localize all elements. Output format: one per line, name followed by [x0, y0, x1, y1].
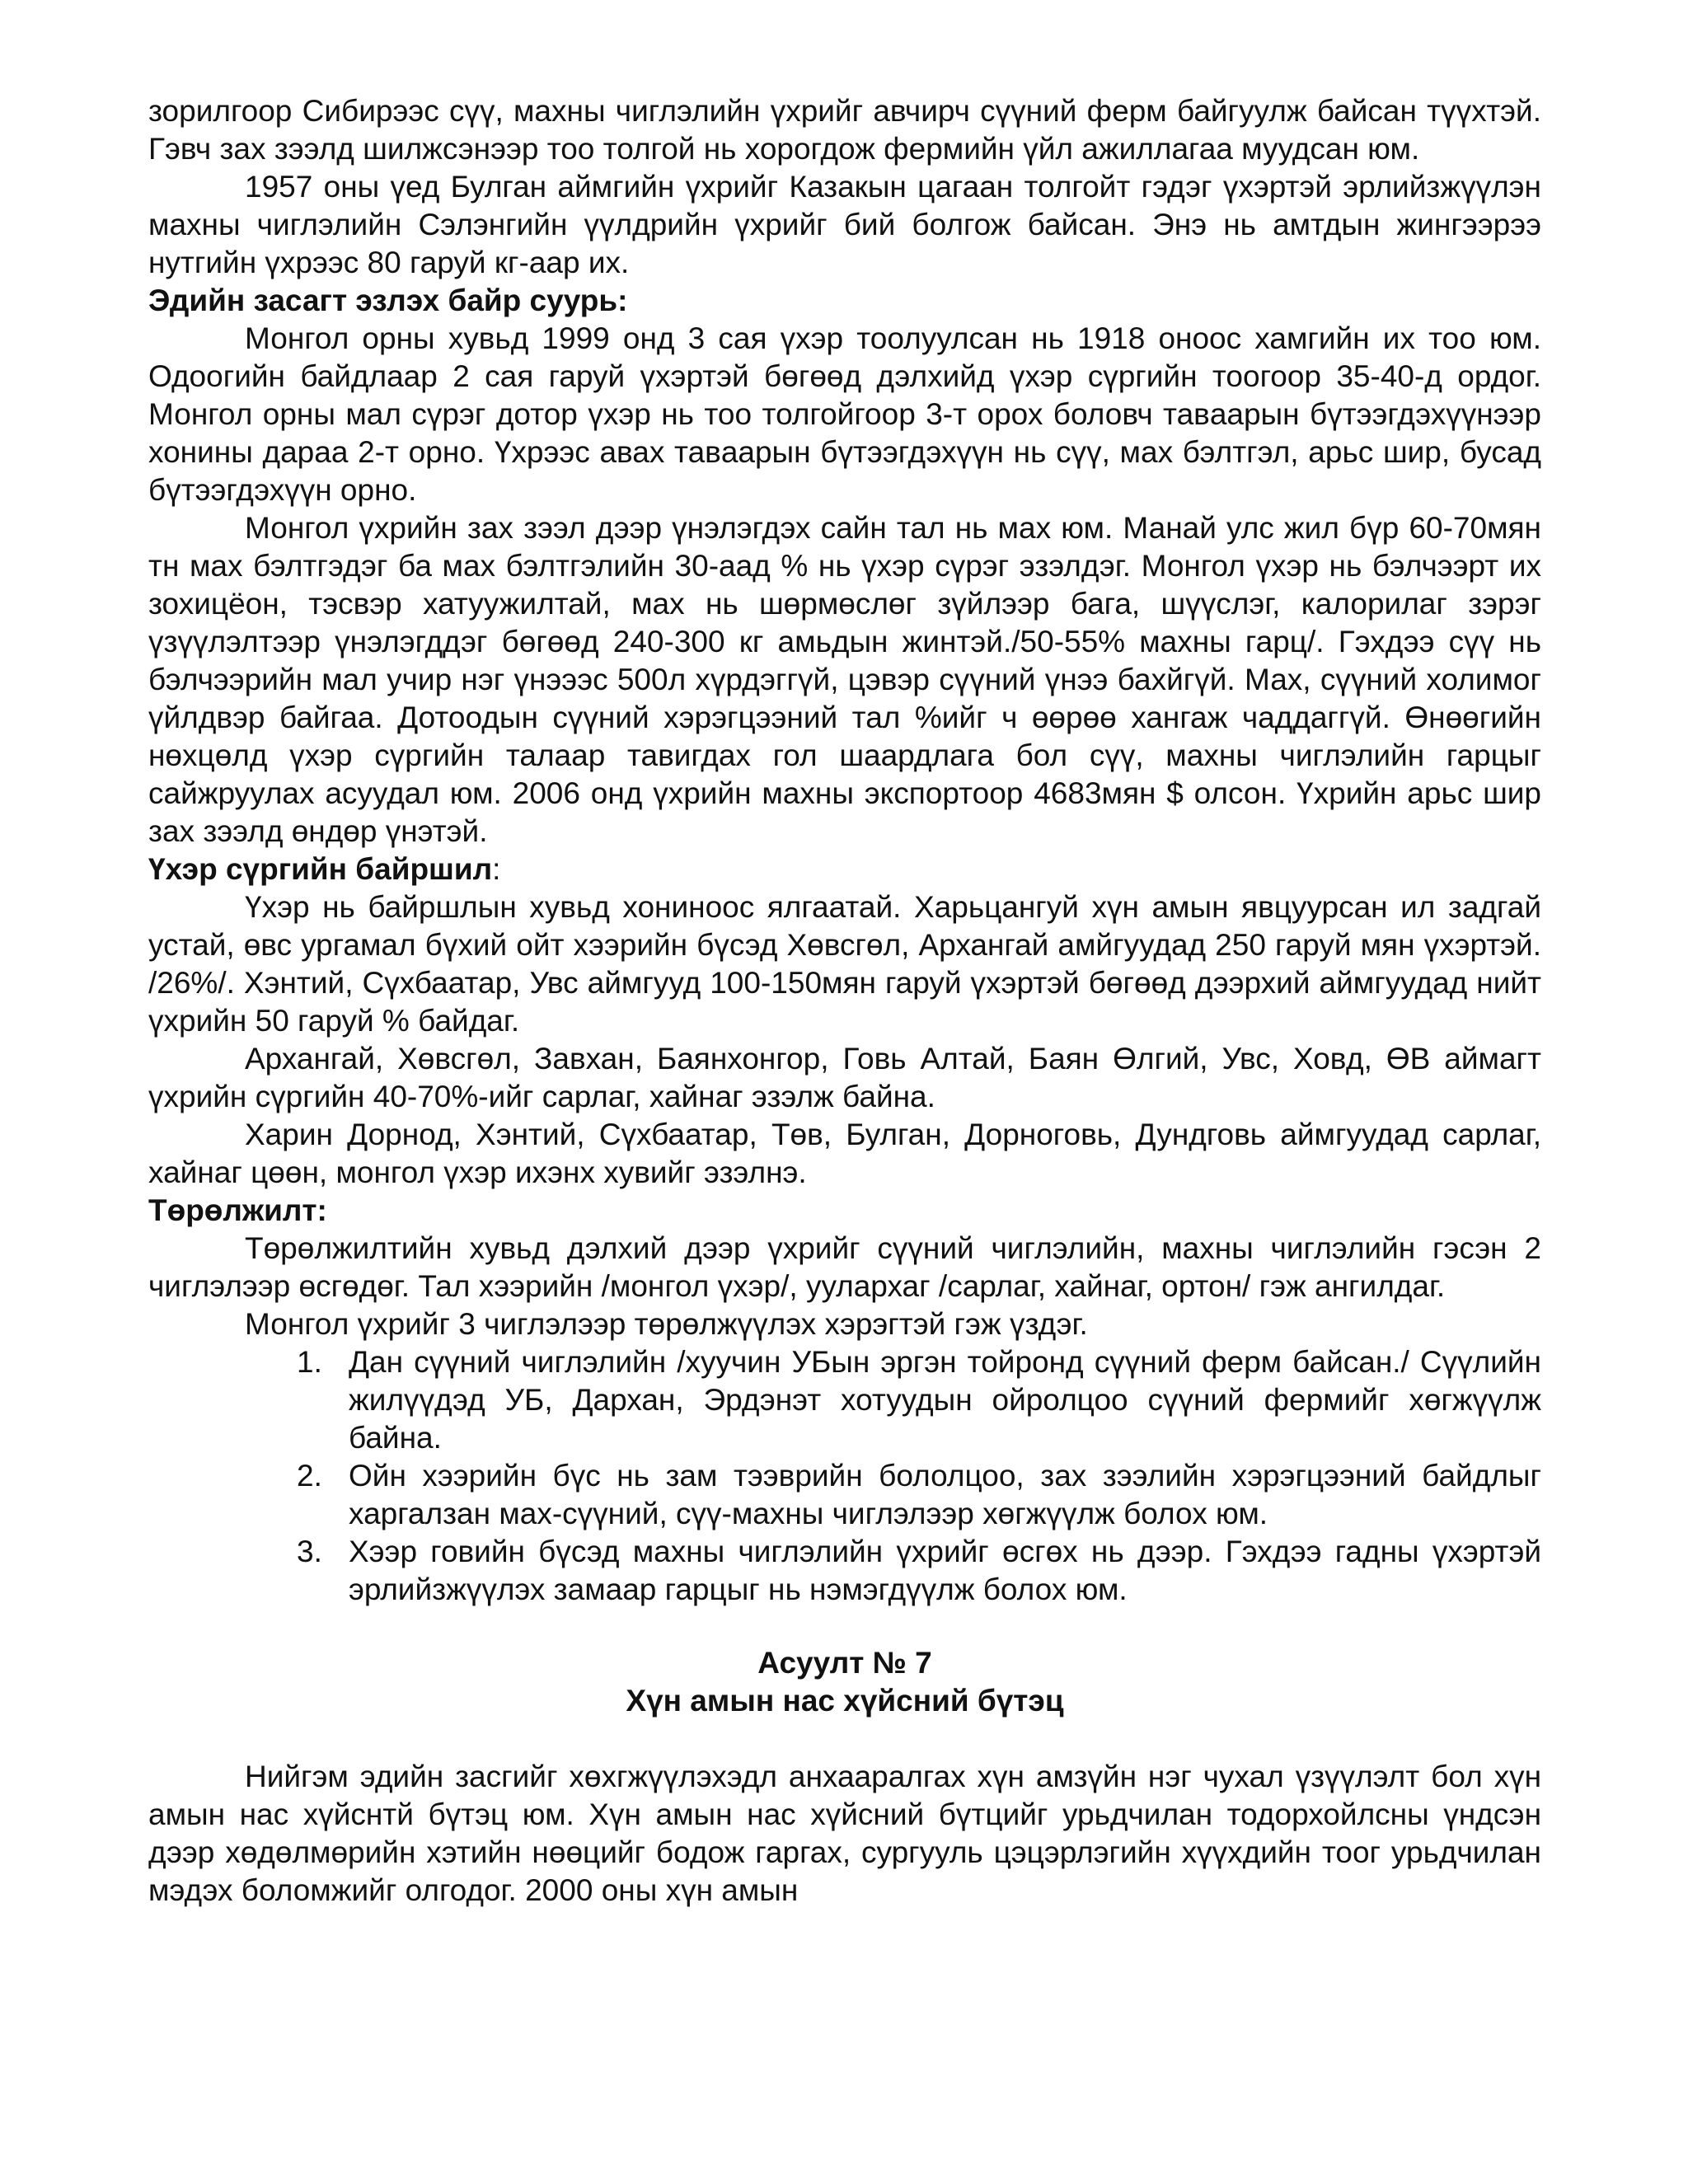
spacer [148, 1609, 1541, 1644]
list-item [148, 1533, 1541, 1609]
paragraph-sibir-farm: зорилгоор Сибирээс сүү, махны чиглэлийн үхрийг авчирч сүүний ферм байгуулж байсан түүхтэй. Гэвч зах зээлд шилжсэнээр тоо толгой нь хорогдож фермийн үйл ажиллагаа муудсан юм. [148, 94, 1541, 166]
heading-location-colon: : [492, 852, 501, 886]
list-item-number: 2. [297, 1459, 322, 1493]
heading-breeds: Төрөлжилт: [148, 1193, 327, 1227]
question-number-title: Асуулт № 7 [757, 1646, 932, 1680]
heading-location-text: Үхэр сүргийн байршил [148, 852, 493, 886]
list-item-number: 1. [297, 1345, 322, 1379]
heading-economy: Эдийн засагт эзлэх байр суурь: [148, 284, 628, 317]
list-item-text: Дан сүүний чиглэлийн /хуучин УБын эргэн тойронд сүүний ферм байсан./ Сүүлийн жилүүдэд УБ, Дархан, Эрдэнэт хотуудын ойролцоо сүүний фермийг хөгжүүлж байна. [349, 1345, 1541, 1455]
paragraph-bulgan-1957: 1957 оны үед Булган аймгийн үхрийг Казакын цагаан толгойт гэдэг үхэртэй эрлийзжүүлэн махны чиглэлийн Сэлэнгийн үүлдрийн үхрийг бий болгож байсан. Энэ нь амтдын жингээрээ нутгийн үхрээс 80 гаруй кг-аар их. [148, 170, 1541, 279]
paragraph-economy-count: Монгол орны хувьд 1999 онд 3 сая үхэр тоолуулсан нь 1918 оноос хамгийн их тоо юм. Одоогийн байдлаар 2 сая гаруй үхэртэй бөгөөд дэлхийд үхэр сүргийн тоогоор 35-40-д ордог. Монгол орны мал сүрэг дотор үхэр нь тоо толгойгоор 3-т орох боловч тавaарын бүтээгдэхүүнээр хонины дараа 2-т орно. Үхрээс авах тавaарын бүтээгдэхүүн нь сүү, мах бэлтгэл, арьс шир, бусад бүтээгдэхүүн орно. [148, 321, 1541, 507]
list-item-text: Хээр говийн бүсэд махны чиглэлийн үхрийг өсгөх нь дээр. Гэхдээ гадны үхэртэй эрлийзжүүлэх замаар гарцыг нь нэмэгдүүлж болох юм. [349, 1535, 1541, 1606]
document-page [148, 92, 1541, 1910]
spacer [148, 1720, 1541, 1758]
paragraph-population-structure: Нийгэм эдийн засгийг хөхгжүүлэхэдл анхааралгах хүн амзүйн нэг чухал үзүүлэлт бол хүн амын нас хүйснтй бүтэц юм. Хүн амын нас хүйсний бүтцийг урьдчилан тодорхойлсны үндсэн дээр хөдөлмөрийн хэтийн нөөцийг бодож гаргах, сургууль цэцэрлэгийн хүүхдийн тоог урьдчилан мэдэх боломжийг олгодог. 2000 оны хүн амын [148, 1760, 1541, 1907]
list-item [148, 1457, 1541, 1533]
paragraph-economy-meat: Монгол үхрийн зах зээл дээр үнэлэгдэх сайн тал нь мах юм. Манай улс жил бүр 60-70мян тн мах бэлтгэдэг ба мах бэлтгэлийн 30-аад % нь үхэр сүрэг эзэлдэг. Монгол үхэр нь бэлчээрт их зохицёон, тэсвэр хатуужилтай, мах нь шөрмөслөг зүйлээр бага, шүүслэг, калорилаг зэрэг үзүүлэлтээр үнэлэгддэг бөгөөд 240-300 кг амьдын жинтэй./50-55% махны гарц/. Гэхдээ сүү нь бэлчээрийн мал учир нэг үнэээс 500л хүрдэггүй, цэвэр сүүний үнээ бахйгүй. Мах, сүүний холимог үйлдвэр байгаа. Дотоодын сүүний хэрэгцээний тал %ийг ч өөрөө хангаж чаддаггүй. Өнөөгийн нөхцөлд үхэр сүргийн талаар тавигдах гол шаардлага бол сүү, махны чиглэлийн гарцыг сайжруулах асуудал юм. 2006 онд үхрийн махны экспортоор 4683мян $ олсон. Үхрийн арьс шир зах зээлд өндөр үнэтэй. [148, 511, 1541, 848]
section-title: Хүн амын нас хүйсний бүтэц [626, 1684, 1064, 1718]
paragraph-breeds-2: Монгол үхрийг 3 чиглэлээр төрөлжүүлэх хэрэгтэй гэж үздэг. [245, 1307, 1088, 1341]
heading-location [148, 851, 1541, 888]
paragraph-location-2: Архангай, Хөвсгөл, Завхан, Баянхонгор, Говь Алтай, Баян Өлгий, Увс, Ховд, ӨВ аймагт үхрийн сүргийн 40-70%-ийг сарлаг, хайнаг эзэлж байна. [148, 1042, 1541, 1113]
paragraph-location-3: Харин Дорнод, Хэнтий, Сүхбаатар, Төв, Булган, Дорноговь, Дундговь аймгуудад сарлаг, хайнаг цөөн, монгол үхэр ихэнх хувийг эзэлнэ. [148, 1118, 1541, 1189]
paragraph-location-1: Үхэр нь байршлын хувьд хониноос ялгаатай. Харьцангуй хүн амын явцуурсан ил задгай устай, өвс ургамал бүхий ойт хээрийн бүсэд Хөвсгөл, Архангай амйгуудад 250 гаруй мян үхэртэй. /26%/. Хэнтий, Сүхбаатар, Увс аймгууд 100-150мян гаруй үхэртэй бөгөөд дээрхий аймгуудад нийт үхрийн 50 гаруй % байдаг. [148, 890, 1541, 1038]
list-item [148, 1343, 1541, 1457]
breeds-numbered-list [148, 1343, 1541, 1609]
list-item-text: Ойн хээрийн бүс нь зам тээврийн бололцоо, зах зээлийн хэрэгцээний байдлыг харгалзан мах-сүүний, сүү-махны чиглэлээр хөгжүүлж болох юм. [349, 1459, 1541, 1530]
paragraph-breeds-1: Төрөлжилтийн хувьд дэлхий дээр үхрийг сүүний чиглэлийн, махны чиглэлийн гэсэн 2 чиглэлээр өсгөдөг. Тал хээрийн /монгол үхэр/, уулархаг /сарлаг, хайнаг, ортон/ гэж ангилдаг. [148, 1231, 1541, 1303]
list-item-number: 3. [297, 1535, 322, 1568]
